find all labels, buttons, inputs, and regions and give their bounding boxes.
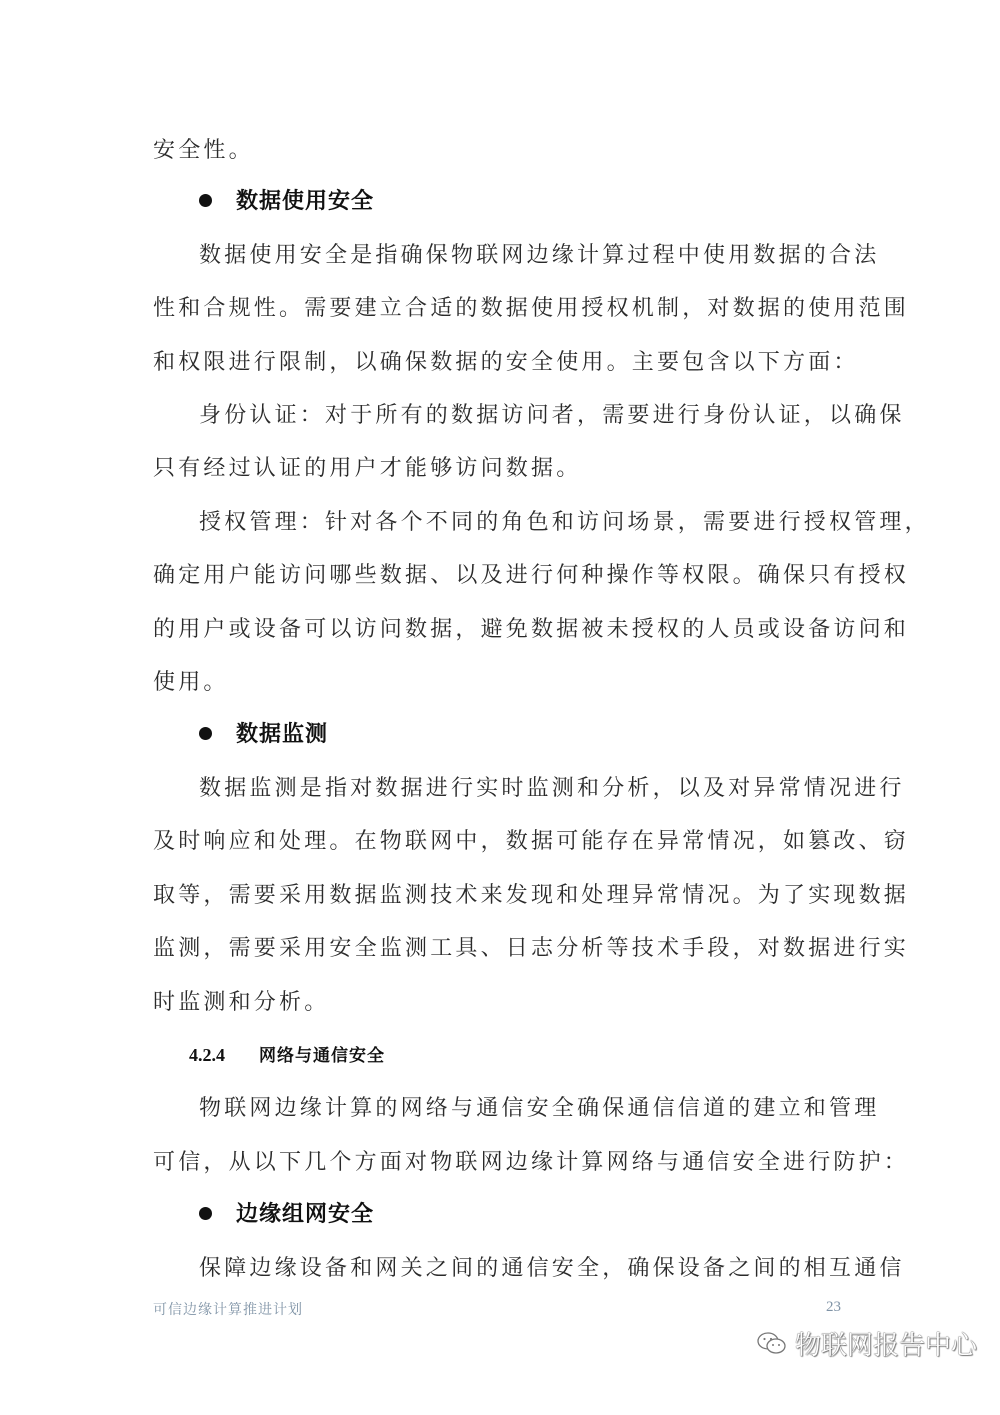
- paragraph-line: 身份认证：对于所有的数据访问者，需要进行身份认证，以确保: [199, 403, 905, 428]
- bullet-heading: [199, 1200, 374, 1230]
- paragraph-line: 时监测和分析。: [153, 990, 330, 1015]
- watermark-text: 物联网报告中心: [795, 1331, 978, 1361]
- watermark: [757, 1325, 977, 1362]
- paragraph-line: 物联网边缘计算的网络与通信安全确保通信信道的建立和管理: [199, 1096, 880, 1121]
- paragraph-line: 安全性。: [153, 138, 254, 163]
- bullet-heading-text: 边缘组网安全: [236, 1202, 375, 1227]
- paragraph-line: 数据监测是指对数据进行实时监测和分析，以及对异常情况进行: [199, 776, 905, 801]
- wechat-icon: [757, 1331, 787, 1357]
- section-heading: [189, 1041, 385, 1070]
- paragraph-line: 授权管理：针对各个不同的角色和访问场景，需要进行授权管理，: [199, 510, 930, 535]
- bullet-icon: [199, 727, 212, 740]
- bullet-heading: [199, 720, 328, 750]
- paragraph-line: 的用户或设备可以访问数据，避免数据被未授权的人员或设备访问和: [153, 617, 910, 642]
- paragraph-line: 只有经过认证的用户才能够访问数据。: [153, 456, 582, 481]
- footer-page-number: 23: [826, 1299, 841, 1315]
- paragraph-line: 确定用户能访问哪些数据、以及进行何种操作等权限。确保只有授权: [153, 563, 910, 588]
- bullet-heading-text: 数据使用安全: [236, 189, 375, 214]
- paragraph-line: 性和合规性。需要建立合适的数据使用授权机制，对数据的使用范围: [153, 296, 910, 321]
- bullet-heading-text: 数据监测: [236, 722, 329, 747]
- paragraph-line: 可信，从以下几个方面对物联网边缘计算网络与通信安全进行防护：: [153, 1150, 910, 1175]
- bullet-heading: [199, 187, 374, 217]
- paragraph-line: 和权限进行限制，以确保数据的安全使用。主要包含以下方面：: [153, 350, 859, 375]
- paragraph-line: 保障边缘设备和网关之间的通信安全，确保设备之间的相互通信: [199, 1256, 905, 1281]
- paragraph-line: 数据使用安全是指确保物联网边缘计算过程中使用数据的合法: [199, 243, 880, 268]
- paragraph-line: 及时响应和处理。在物联网中，数据可能存在异常情况，如篡改、窃: [153, 829, 910, 854]
- paragraph-line: 监测，需要采用安全监测工具、日志分析等技术手段，对数据进行实: [153, 936, 910, 961]
- paragraph-line: 取等，需要采用数据监测技术来发现和处理异常情况。为了实现数据: [153, 883, 910, 908]
- paragraph-line: 使用。: [153, 670, 229, 695]
- section-title: 网络与通信安全: [259, 1046, 385, 1066]
- footer-document-title: 可信边缘计算推进计划: [153, 1302, 303, 1318]
- bullet-icon: [199, 1207, 212, 1220]
- bullet-icon: [199, 194, 212, 207]
- section-number: 4.2.4: [189, 1045, 225, 1065]
